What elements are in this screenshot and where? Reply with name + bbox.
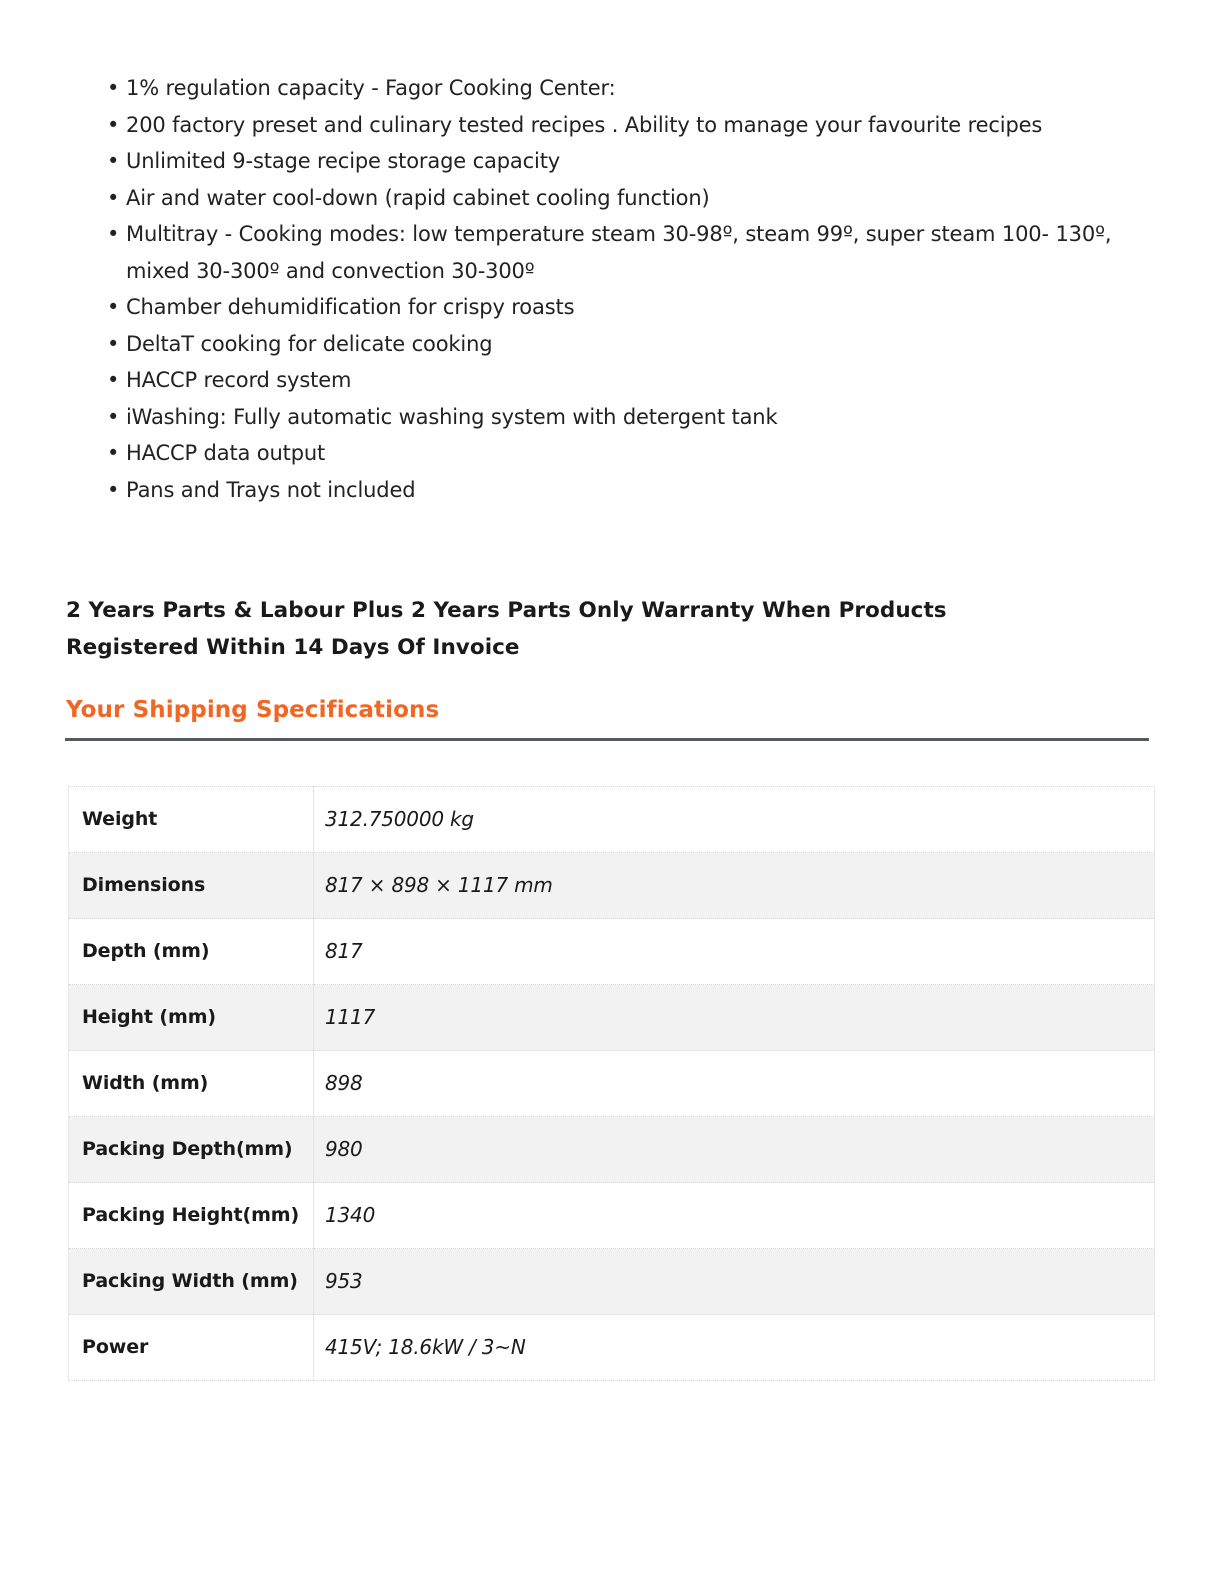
- spec-value-cell: 312.750000 kg: [314, 787, 1155, 853]
- feature-list-item: [64, 70, 1149, 107]
- feature-list-item-text: 1% regulation capacity - Fagor Cooking Center:: [126, 76, 616, 100]
- table-row: [69, 853, 1155, 919]
- feature-list-item: [64, 216, 1149, 289]
- table-row: [69, 787, 1155, 853]
- bullet-icon: •: [107, 404, 120, 429]
- bullet-icon: •: [107, 368, 120, 392]
- spec-label-cell: Dimensions: [69, 853, 314, 919]
- feature-list-item-text: Unlimited 9-stage recipe storage capacity: [126, 149, 561, 173]
- feature-list-item: [64, 107, 1149, 144]
- feature-list-item-text: Air and water cool-down (rapid cabinet cooling function): [126, 185, 710, 210]
- spec-label-cell: Width (mm): [69, 1051, 314, 1117]
- bullet-icon: •: [107, 76, 120, 100]
- feature-list-item: [64, 399, 1149, 436]
- feature-list-item: [64, 143, 1149, 180]
- feature-list-item: [64, 289, 1149, 326]
- spec-value-cell: 898: [314, 1051, 1155, 1117]
- spec-label-cell: Depth (mm): [69, 919, 314, 985]
- bullet-icon: •: [107, 112, 120, 137]
- table-row: [69, 919, 1155, 985]
- table-row: [69, 1183, 1155, 1249]
- feature-list-item-text: DeltaT cooking for delicate cooking: [126, 331, 493, 356]
- feature-list-item: [64, 180, 1149, 217]
- table-row: [69, 1315, 1155, 1381]
- feature-list-item-text: Pans and Trays not included: [126, 477, 416, 502]
- bullet-icon: •: [107, 331, 120, 356]
- shipping-specifications-table-wrap: [68, 786, 1154, 1381]
- bullet-icon: •: [107, 477, 120, 502]
- shipping-specifications-heading: Your Shipping Specifications: [66, 697, 440, 724]
- spec-value-cell: 817 × 898 × 1117 mm: [314, 853, 1155, 919]
- spec-label-cell: Power: [69, 1315, 314, 1381]
- bullet-icon: •: [107, 441, 120, 465]
- table-row: [69, 1117, 1155, 1183]
- spec-value-cell: 953: [314, 1249, 1155, 1315]
- bullet-icon: •: [107, 295, 120, 319]
- product-feature-list: [64, 70, 1149, 508]
- spec-value-cell: 415V; 18.6kW / 3~N: [314, 1315, 1155, 1381]
- spec-label-cell: Height (mm): [69, 985, 314, 1051]
- feature-list-item: [64, 362, 1149, 399]
- feature-list-item: [64, 435, 1149, 472]
- bullet-icon: •: [107, 185, 120, 210]
- feature-list-item-text: HACCP record system: [126, 368, 352, 392]
- spec-table-body: [69, 787, 1155, 1381]
- spec-label-cell: Packing Depth(mm): [69, 1117, 314, 1183]
- spec-label-cell: Packing Height(mm): [69, 1183, 314, 1249]
- shipping-specifications-table: [68, 786, 1155, 1381]
- feature-list-item-text: HACCP data output: [126, 441, 326, 465]
- spec-value-cell: 1340: [314, 1183, 1155, 1249]
- feature-list-item-text: iWashing: Fully automatic washing system with detergent tank: [126, 404, 778, 429]
- feature-list-item-text: Multitray - Cooking modes: low temperature steam 30-98º, steam 99º, super steam 100- 130º, mixed 30-300º and convection 30-300º: [126, 222, 1112, 283]
- spec-label-cell: Packing Width (mm): [69, 1249, 314, 1315]
- spec-value-cell: 980: [314, 1117, 1155, 1183]
- spec-value-cell: 817: [314, 919, 1155, 985]
- section-divider: [65, 738, 1149, 741]
- feature-list-item: [64, 326, 1149, 363]
- spec-value-cell: 1117: [314, 985, 1155, 1051]
- feature-list-item: [64, 472, 1149, 509]
- feature-list-item-text: 200 factory preset and culinary tested recipes . Ability to manage your favourite recipes: [126, 112, 1043, 137]
- bullet-icon: •: [107, 222, 120, 246]
- table-row: [69, 985, 1155, 1051]
- table-row: [69, 1051, 1155, 1117]
- bullet-icon: •: [107, 149, 120, 173]
- table-row: [69, 1249, 1155, 1315]
- feature-list-item-text: Chamber dehumidification for crispy roasts: [126, 295, 575, 319]
- warranty-statement: 2 Years Parts & Labour Plus 2 Years Parts Only Warranty When Products Registered Within 14 Days Of Invoice: [66, 597, 947, 660]
- spec-label-cell: Weight: [69, 787, 314, 853]
